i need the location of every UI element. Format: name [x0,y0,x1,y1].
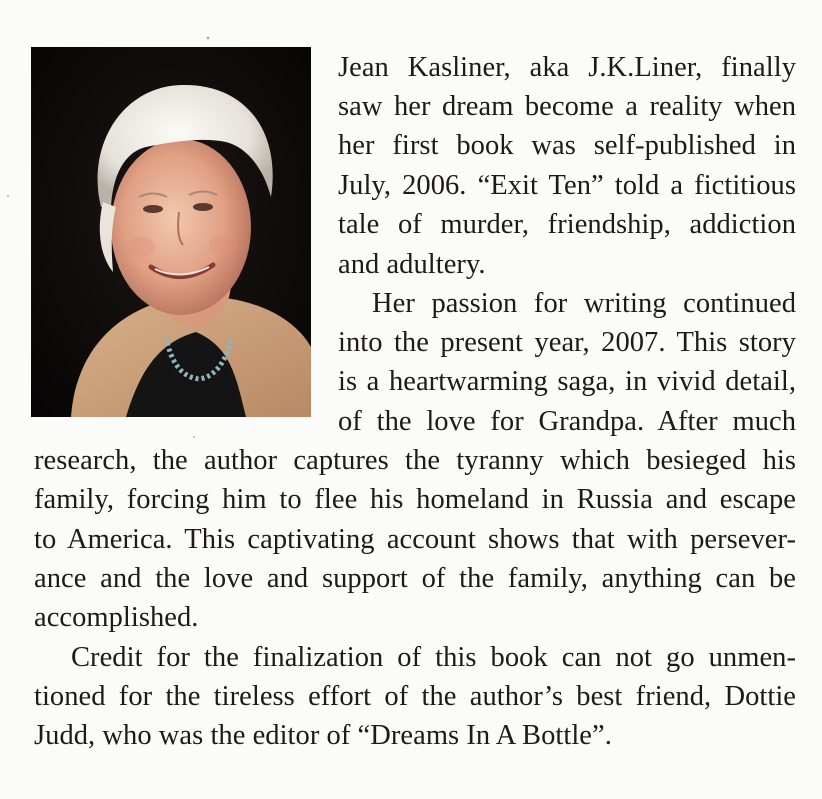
text-line: of the love for Grandpa. After much [338,406,796,437]
text-line: ance and the love and support of the family, anything can be [34,563,796,594]
text-line: research, the author captures the tyranny which besieged his [34,445,796,476]
text-line: accomplished. [34,602,199,633]
text-line: tioned for the tireless effort of the author’s best friend, Dottie [34,681,796,712]
portrait-photo-icon [31,47,311,417]
text-line: family, forcing him to flee his homeland in Russia and escape [34,484,796,515]
text-line: saw her dream become a reality when [338,91,796,122]
text-line: July, 2006. “Exit Ten” told a fictitious [338,170,796,201]
text-line: into the present year, 2007. This story [338,327,796,358]
text-line: is a heartwarming saga, in vivid detail, [338,366,796,397]
text-line: Credit for the finalization of this book can not go unmen- [71,642,796,673]
text-line: tale of murder, friendship, addiction [338,209,796,240]
text-line: Jean Kasliner, aka J.K.Liner, finally [338,52,796,83]
text-line: and adultery. [338,249,486,280]
text-line: Her passion for writing continued [372,288,796,319]
text-line: Judd, who was the editor of “Dreams In A Bottle”. [34,720,612,751]
author-photo [31,47,311,417]
text-line: her first book was self-published in [338,130,796,161]
text-line: to America. This captivating account shows that with persever- [34,524,796,555]
